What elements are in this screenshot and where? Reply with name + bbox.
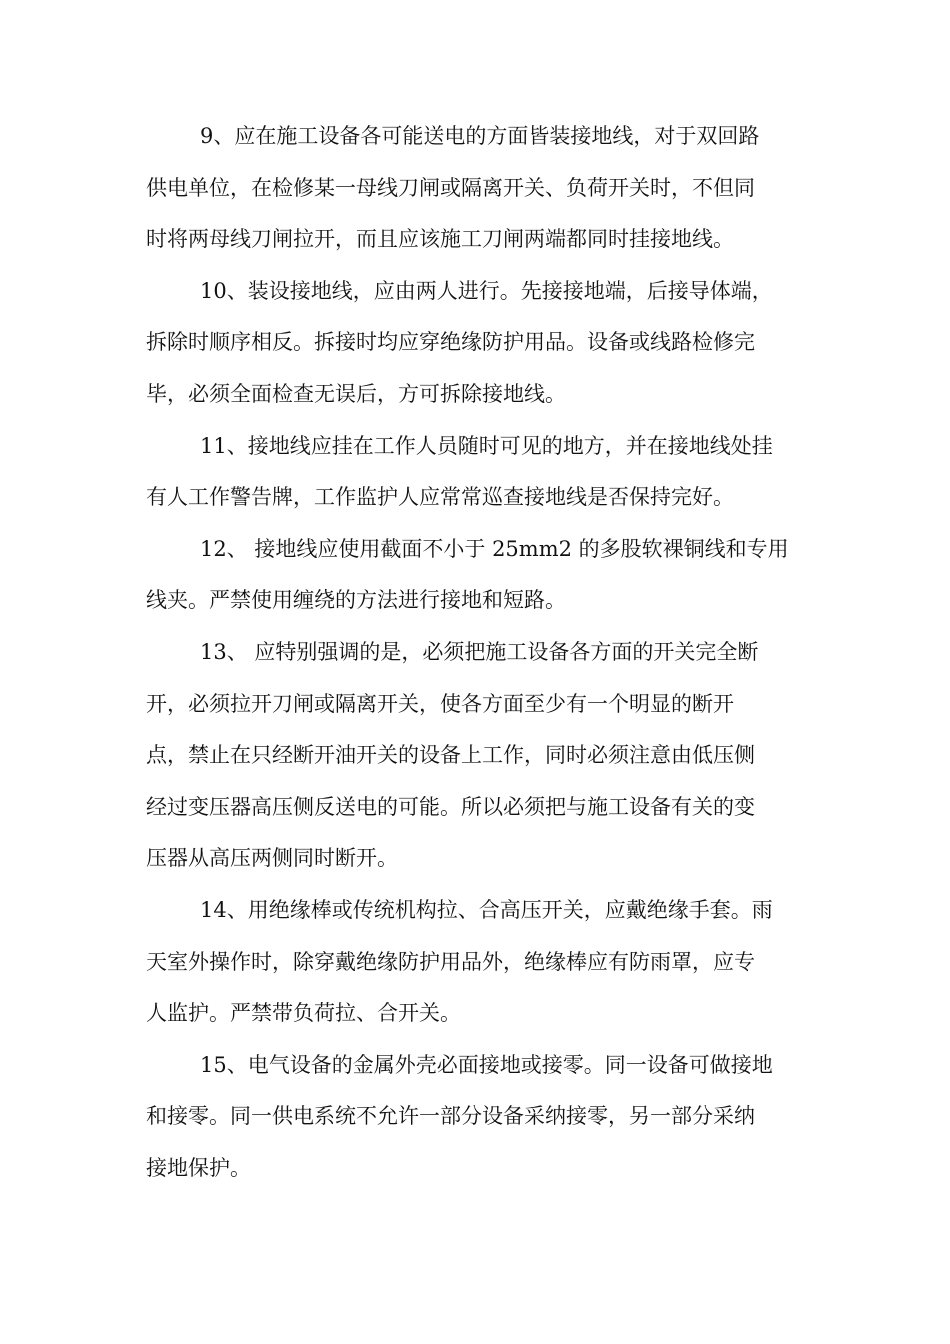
- paragraph-line: 天室外操作时，除穿戴绝缘防护用品外，绝缘棒应有防雨罩，应专: [146, 949, 755, 974]
- paragraph-item-12: [146, 524, 806, 627]
- paragraph-line: 9、应在施工设备各可能送电的方面皆装接地线，对于双回路: [200, 124, 760, 148]
- paragraph-line: 时将两母线刀闸拉开，而且应该施工刀闸两端都同时挂接地线。: [146, 227, 734, 252]
- paragraph-line: 开，必须拉开刀闸或隔离开关，使各方面至少有一个明显的断开: [146, 691, 734, 716]
- paragraph-line: 12、 接地线应使用截面不小于 25mm2 的多股软裸铜线和专用: [200, 536, 789, 561]
- paragraph-item-9: [146, 111, 806, 266]
- paragraph-line: 人监护。严禁带负荷拉、合开关。: [146, 1001, 461, 1026]
- paragraph-line: 接地保护。: [146, 1155, 251, 1180]
- paragraph-line: 压器从高压两侧同时断开。: [146, 846, 398, 871]
- paragraph-line: 有人工作警告牌，工作监护人应常常巡查接地线是否保持完好。: [146, 485, 734, 510]
- paragraph-line: 线夹。严禁使用缠绕的方法进行接地和短路。: [146, 588, 566, 613]
- paragraph-item-10: [146, 266, 806, 421]
- paragraph-line: 15、电气设备的金属外壳必面接地或接零。同一设备可做接地: [200, 1052, 773, 1077]
- paragraph-line: 11、接地线应挂在工作人员随时可见的地方，并在接地线处挂: [200, 433, 773, 458]
- paragraph-item-13: [146, 627, 806, 885]
- paragraph-line: 13、 应特别强调的是，必须把施工设备各方面的开关完全断: [200, 639, 759, 664]
- paragraph-line: 点，禁止在只经断开油开关的设备上工作，同时必须注意由低压侧: [146, 743, 755, 768]
- paragraph-line: 毕，必须全面检查无误后，方可拆除接地线。: [146, 381, 566, 406]
- paragraph-item-11: [146, 421, 806, 524]
- paragraph-line: 14、用绝缘棒或传统机构拉、合高压开关，应戴绝缘手套。雨: [200, 897, 773, 922]
- document-body: [146, 111, 806, 1194]
- paragraph-item-15: [146, 1040, 806, 1195]
- paragraph-line: 经过变压器高压侧反送电的可能。所以必须把与施工设备有关的变: [146, 794, 755, 819]
- paragraph-item-14: [146, 885, 806, 1040]
- paragraph-line: 10、装设接地线，应由两人进行。先接接地端，后接导体端，: [200, 278, 773, 303]
- paragraph-line: 和接零。同一供电系统不允许一部分设备采纳接零，另一部分采纳: [146, 1104, 755, 1129]
- paragraph-line: 供电单位，在检修某一母线刀闸或隔离开关、负荷开关时，不但同: [146, 175, 755, 200]
- paragraph-line: 拆除时顺序相反。拆接时均应穿绝缘防护用品。设备或线路检修完: [146, 330, 755, 355]
